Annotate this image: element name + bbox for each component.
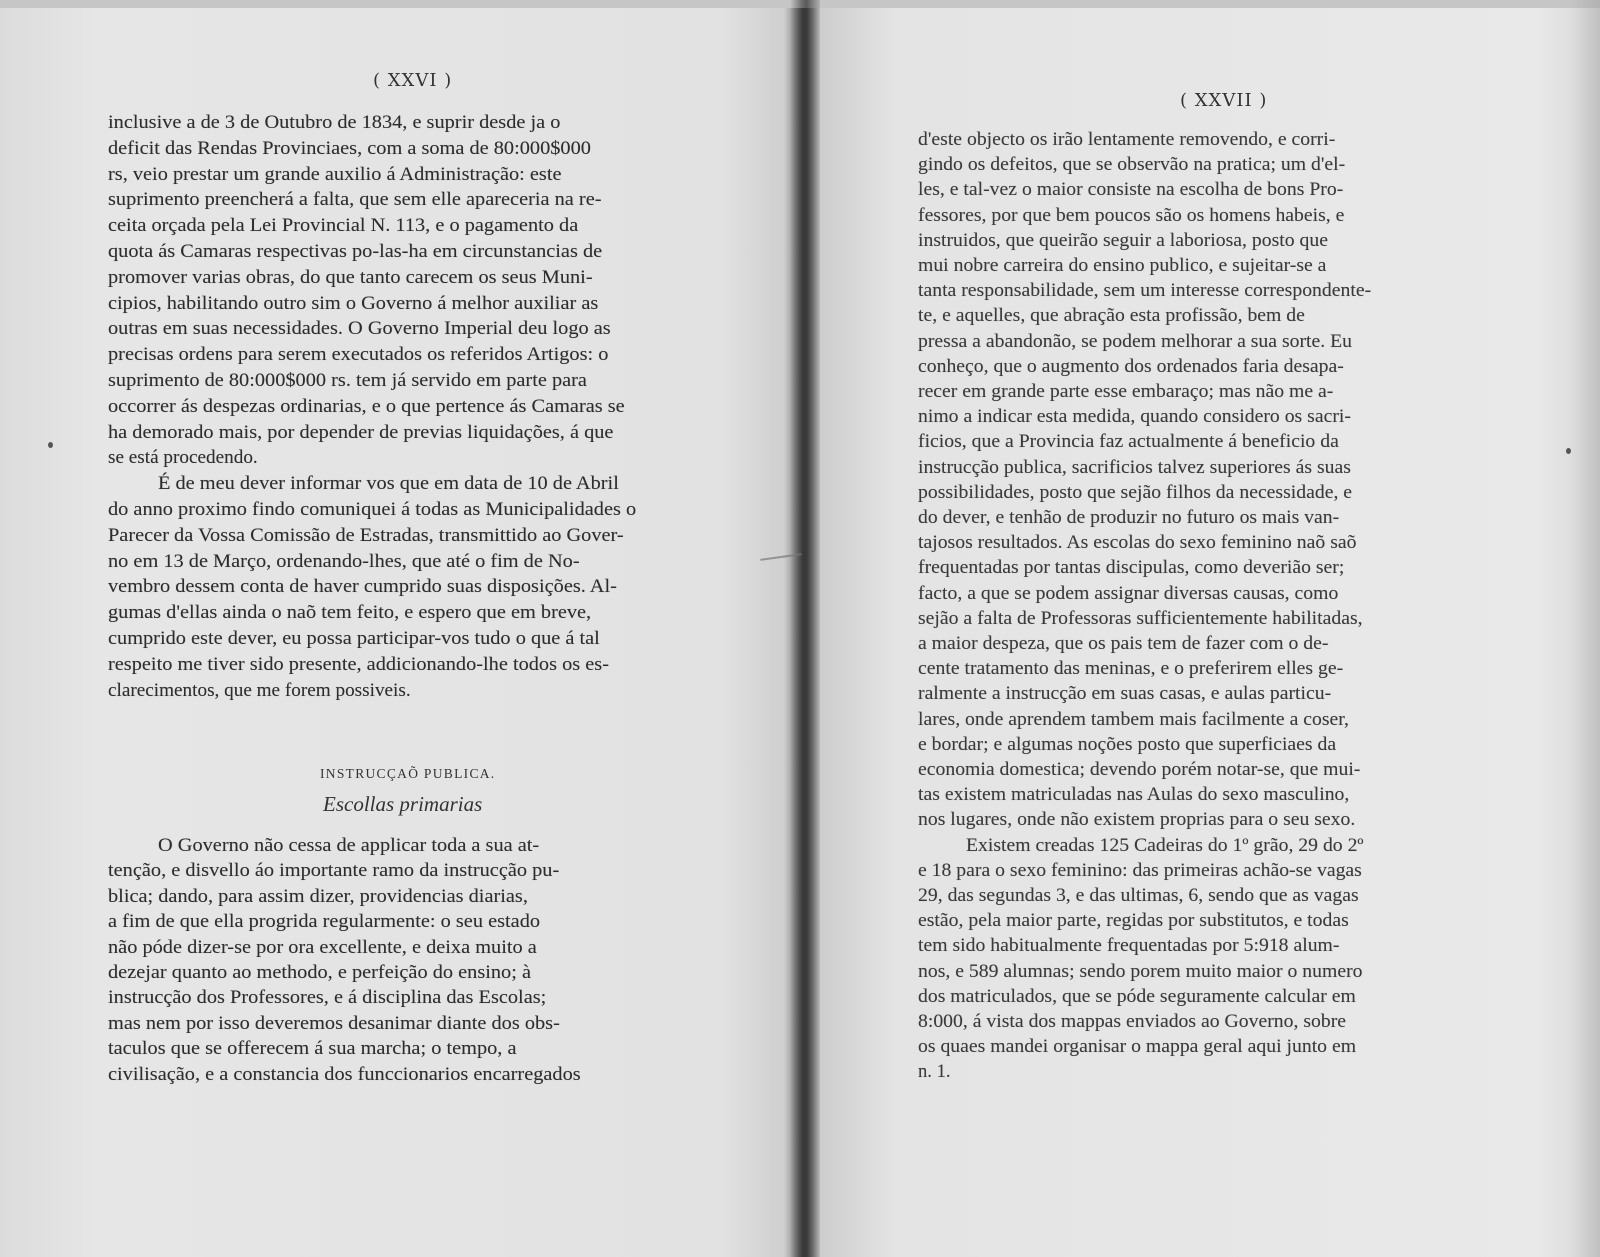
right-text-line-9: pressa a abandonão, se podem melhorar a sua sorte. Eu (918, 330, 1353, 352)
right-text-line-37: os quaes mandei organisar o mappa geral aqui junto em (918, 1036, 1357, 1058)
section-subheading: Escollas primarias (323, 792, 483, 816)
left-text-line-9: outras em suas necessidades. O Governo Imperial deu logo as (108, 318, 611, 340)
right-text-line-13: ficios, que a Provincia faz actualmente á beneficio da (918, 431, 1339, 453)
book-gutter (790, 0, 820, 1257)
right-text-line-14: instrucção publica, sacrificios talvez superiores ás suas (918, 456, 1351, 478)
right-text-line-29: Existem creadas 125 Cadeiras do 1º grão, 29 do 2º (966, 834, 1364, 856)
left-text-lower-line-8: mas nem por isso deveremos desanimar diante dos obs- (108, 1012, 560, 1034)
left-text-line-17: Parecer da Vossa Comissão de Estradas, transmittido ao Gover- (108, 524, 624, 546)
right-text-line-36: 8:000, á vista dos mappas enviados ao Governo, sobre (918, 1011, 1347, 1032)
left-page-number: ( XXVI ) (373, 70, 453, 91)
left-text-line-20: gumas d'ellas ainda o naõ tem feito, e espero que em breve, (108, 602, 592, 624)
right-text-line-38: n. 1. (918, 1061, 951, 1083)
right-text-line-22: cente tratamento das meninas, e o preferirem elles ge- (918, 658, 1344, 680)
right-text-line-4: fessores, por que bem poucos são os homens habeis, e (918, 204, 1345, 226)
left-text-line-23: clarecimentos, que me forem possiveis. (108, 679, 411, 701)
left-text-line-2: deficit das Rendas Provinciaes, com a soma de 80:000$000 (108, 137, 591, 159)
left-text-line-15: É de meu dever informar vos que em data de 10 de Abril (158, 473, 619, 495)
right-text-line-5: instruidos, que queirão seguir a laboriosa, posto que (918, 229, 1328, 251)
left-text-lower-line-1: O Governo não cessa de applicar toda a sua at- (158, 835, 540, 856)
right-text-line-23: ralmente a instrucção em suas casas, e aulas particu- (918, 683, 1332, 705)
right-text-line-7: tanta responsabilidade, sem um interesse correspondente- (918, 280, 1372, 302)
right-text-line-30: e 18 para o sexo feminino: das primeiras achão-se vagas (918, 859, 1362, 881)
right-text-line-12: nimo a indicar esta medida, quando considero os sacri- (918, 406, 1351, 428)
right-text-line-16: do dever, e tenhão de produzir no futuro os mais van- (918, 507, 1340, 528)
left-text-line-10: precisas ordens para serem executados os referidos Artigos: o (108, 344, 609, 366)
margin-ink-dot-right (1566, 448, 1571, 454)
right-text-line-15: possibilidades, posto que sejão filhos da necessidade, e (918, 481, 1353, 503)
left-text-lower-line-2: tenção, e disvello áo importante ramo da instrucção pu- (108, 860, 560, 882)
left-text-line-16: do anno proximo findo comuniquei á todas as Municipalidades o (108, 499, 637, 520)
section-heading: INSTRUCÇAÕ PUBLICA. (320, 766, 496, 781)
right-text-line-1: d'este objecto os irão lentamente removendo, e corri- (918, 129, 1336, 150)
right-text-line-32: estão, pela maior parte, regidas por substitutos, e todas (918, 910, 1349, 932)
right-text-line-8: te, e aquelles, que abração esta profissão, bem de (918, 305, 1305, 327)
left-text-lower-line-9: taculos que se offerecem á sua marcha; o tempo, a (108, 1038, 517, 1060)
right-text-line-34: nos, e 589 alumnas; sendo porem muito maior o numero (918, 960, 1363, 982)
left-text-lower-line-4: a fim de que ella progrida regularmente: o seu estado (108, 911, 541, 933)
left-text-line-11: suprimento de 80:000$000 rs. tem já servido em parte para (108, 370, 587, 391)
right-text-line-10: conheço, que o augmento dos ordenados faria desapa- (918, 355, 1344, 377)
right-text-line-11: recer em grande parte esse embaraço; mas não me a- (918, 381, 1334, 402)
left-text-lower-line-7: instrucção dos Professores, e á disciplina das Escolas; (108, 987, 547, 1009)
left-text-line-1: inclusive a de 3 de Outubro de 1834, e suprir desde ja o (108, 112, 561, 133)
right-text-line-24: lares, onde aprendem tambem mais facilmente a coser, (918, 708, 1349, 730)
left-text-line-19: vembro dessem conta de haver cumprido suas disposições. Al- (108, 576, 617, 598)
left-text-lower-line-3: blica; dando, para assim dizer, providencias diarias, (108, 885, 528, 907)
left-text-line-3: rs, veio prestar um grande auxilio á Administração: este (108, 163, 562, 185)
right-text-line-6: mui nobre carreira do ensino publico, e sujeitar-se a (918, 255, 1327, 276)
left-text-line-22: respeito me tiver sido presente, addicionando-lhe todos os es- (108, 653, 609, 675)
left-text-line-6: quota ás Camaras respectivas po-las-ha em circunstancias de (108, 241, 603, 262)
left-text-line-18: no em 13 de Março, ordenando-lhes, que até o fim de No- (108, 550, 580, 572)
margin-ink-dot-left (48, 442, 53, 448)
right-text-line-17: tajosos resultados. As escolas do sexo feminino naõ saõ (918, 532, 1357, 554)
right-text-line-21: a maior despeza, que os pais tem de fazer com o de- (918, 633, 1329, 654)
left-text-lower-line-5: não póde dizer-se por ora excellente, e deixa muito a (108, 936, 537, 958)
right-page-number: ( XXVII ) (1180, 90, 1268, 111)
right-text-line-27: tas existem matriculadas nas Aulas do sexo masculino, (918, 784, 1350, 806)
right-text-line-2: gindo os defeitos, que se observão na pratica; um d'el- (918, 154, 1346, 176)
right-text-line-33: tem sido habitualmente frequentadas por 5:918 alum- (918, 935, 1340, 957)
left-text-line-14: se está procedendo. (108, 447, 258, 469)
right-text-line-31: 29, das segundas 3, e das ultimas, 6, sendo que as vagas (918, 885, 1359, 906)
left-text-line-4: suprimento preencherá a falta, que sem elle apareceria na re- (108, 189, 602, 211)
right-text-line-19: facto, a que se podem assignar diversas causas, como (918, 582, 1339, 604)
right-text-line-26: economia domestica; devendo porém notar-se, que mui- (918, 759, 1361, 780)
right-text-line-20: sejão a falta de Professoras sufficientemente habilitadas, (918, 607, 1363, 629)
right-text-line-3: les, e tal-vez o maior consiste na escolha de bons Pro- (918, 179, 1344, 201)
left-text-line-21: cumprido este dever, eu possa participar-vos tudo o que á tal (108, 628, 600, 649)
left-text-lower-line-6: dezejar quanto ao methodo, e perfeição do ensino; à (108, 962, 531, 983)
right-text-line-18: frequentadas por tantas discipulas, como deverião ser; (918, 557, 1345, 579)
left-text-line-7: promover varias obras, do que tanto carecem os seus Muni- (108, 266, 593, 288)
left-text-line-8: cipios, habilitando outro sim o Governo á melhor auxiliar as (108, 292, 599, 314)
left-text-lower-line-10: civilisação, e a constancia dos funccionarios encarregados (108, 1063, 581, 1085)
left-text-line-12: occorrer ás despezas ordinarias, e o que pertence ás Camaras se (108, 395, 625, 417)
right-text-line-25: e bordar; e algumas noções posto que superficiaes da (918, 733, 1337, 755)
right-page-edge (1570, 0, 1600, 1257)
right-text-line-35: dos matriculados, que se póde seguramente calcular em (918, 985, 1356, 1007)
left-text-line-13: ha demorado mais, por depender de previas liquidações, á que (108, 421, 614, 443)
right-text-line-28: nos lugares, onde não existem proprias para o seu sexo. (918, 809, 1356, 831)
left-text-line-5: ceita orçada pela Lei Provincial N. 113, e o pagamento da (108, 215, 579, 237)
